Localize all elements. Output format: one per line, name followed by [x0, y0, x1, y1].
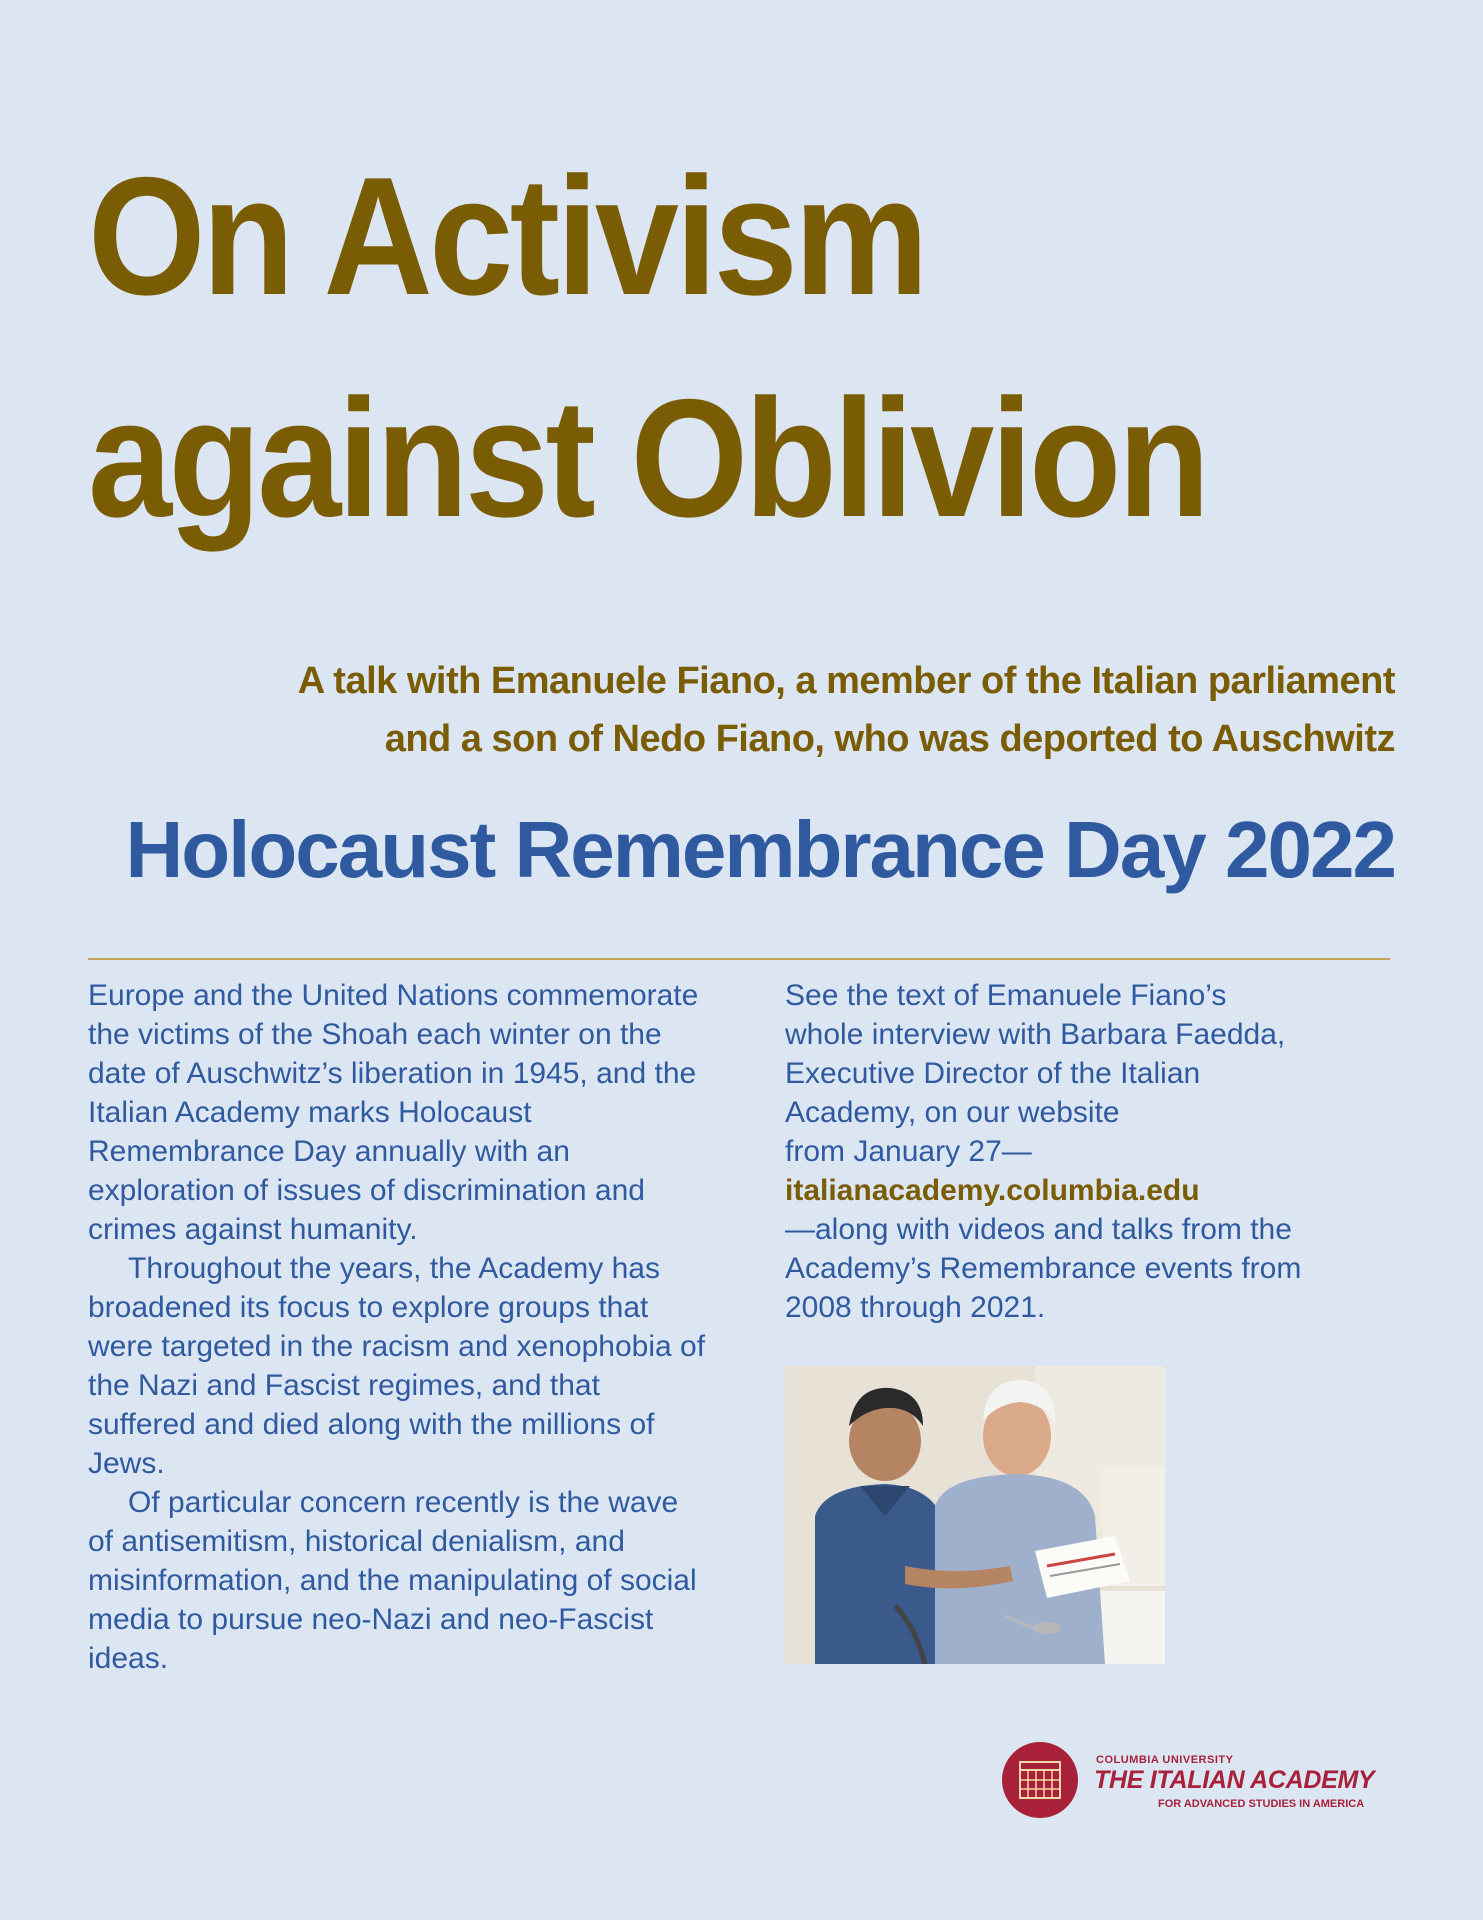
right-line-2: whole interview with Barbara Faedda,: [785, 1018, 1286, 1051]
right-line-3: Executive Director of the Italian: [785, 1057, 1201, 1090]
paragraph-2: Throughout the years, the Academy has broadened its focus to explore groups that were targeted in the racism and xenophobia of the Nazi and Fascist regimes, and that suffered and died along with the millions of Jews.: [88, 1252, 706, 1480]
right-line-8: 2008 through 2021.: [785, 1291, 1046, 1324]
right-line-1: See the text of Emanuele Fiano’s: [785, 979, 1227, 1012]
logo-tagline: FOR ADVANCED STUDIES IN AMERICA: [1158, 1798, 1365, 1810]
subtitle: [95, 652, 1395, 768]
paragraph-1: Europe and the United Nations commemorate the victims of the Shoah each winter on the date of Auschwitz’s liberation in 1945, and the Italian Academy marks Holocaust Remembrance Day annually with an exploration of issues of discrimination and crimes against humanity.: [88, 979, 699, 1246]
academy-emblem: [1002, 1742, 1078, 1818]
right-line-4: Academy, on our website: [785, 1096, 1120, 1129]
right-line-7: Academy’s Remembrance events from: [785, 1252, 1302, 1285]
logo-name: THE ITALIAN ACADEMY: [1094, 1766, 1375, 1794]
page-title: [88, 125, 1312, 569]
paragraph-3: Of particular concern recently is the wave of antisemitism, historical denialism, and misinformation, and the manipulating of social media to pursue neo-Nazi and neo-Fascist ideas.: [88, 1486, 697, 1675]
right-column: [785, 976, 1405, 1327]
title-line-2: against Oblivion: [88, 364, 1207, 552]
event-title: Holocaust Remembrance Day 2022: [125, 805, 1395, 894]
subtitle-line-2: and a son of Nedo Fiano, who was deported to Auschwitz: [384, 718, 1395, 760]
website-link[interactable]: italianacademy.columbia.edu: [785, 1174, 1200, 1207]
right-line-5: from January 27—: [785, 1135, 1032, 1168]
building-icon: [1002, 1742, 1078, 1818]
interview-photo: [785, 1366, 1165, 1664]
photo-illustration: [785, 1366, 1165, 1664]
title-line-1: On Activism: [88, 142, 926, 330]
divider: [88, 958, 1390, 960]
italian-academy-logo[interactable]: [1002, 1740, 1402, 1820]
subtitle-line-1: A talk with Emanuele Fiano, a member of the Italian parliament: [297, 660, 1395, 702]
logo-university: COLUMBIA UNIVERSITY: [1096, 1754, 1234, 1766]
left-column: [88, 976, 708, 1678]
right-line-6: —along with videos and talks from the: [785, 1213, 1292, 1246]
